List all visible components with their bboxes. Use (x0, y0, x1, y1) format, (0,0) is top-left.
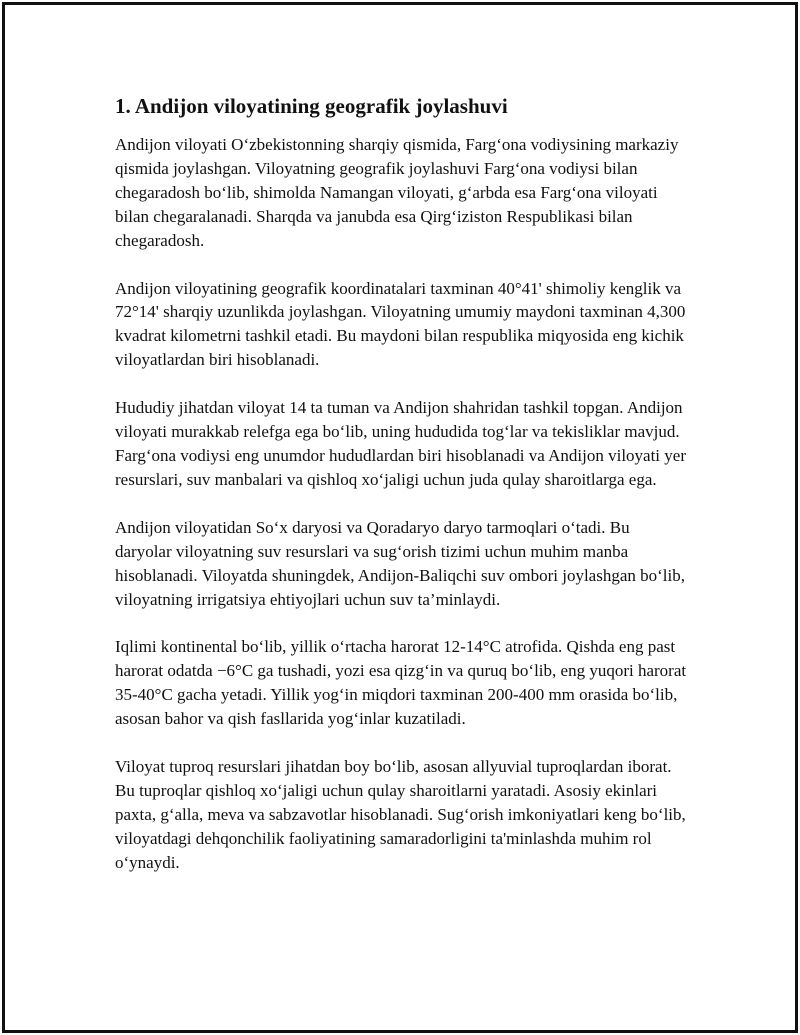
paragraph-location: Andijon viloyati O‘zbekistonning sharqiy qismida, Farg‘ona vodiysining markaziy qismida joylashgan. Viloyatning geografik joylashuvi Farg‘ona vodiysi bilan chegaradosh bo‘lib, shimolda Namangan viloyati, g‘arbda esa Farg‘ona viloyati bilan chegaralanadi. Sharqda va janubda esa Qirg‘iziston Respublikasi bilan chegaradosh. (115, 135, 679, 250)
paragraph-administration: Hududiy jihatdan viloyat 14 ta tuman va Andijon shahridan tashkil topgan. Andijon viloyati murakkab relefga ega bo‘lib, uning hududida tog‘lar va tekisliklar mavjud. Farg‘ona vodiysi eng unumdor hududlardan biri hisoblanadi va Andijon viloyati yer resurslari, suv manbalari va qishloq xo‘jaligi uchun juda qulay sharoitlarga ega. (115, 398, 686, 489)
document-body (115, 92, 690, 899)
paragraph-coordinates: Andijon viloyatining geografik koordinatalari taxminan 40°41' shimoliy kenglik va 72°14' sharqiy uzunlikda joylashgan. Viloyatning umumiy maydoni taxminan 4,300 kvadrat kilometrni tashkil etadi. Bu maydoni bilan respublika miqyosida eng kichik viloyatlardan biri hisoblanadi. (115, 278, 686, 370)
paragraph-rivers: Andijon viloyatidan So‘x daryosi va Qoradaryo daryo tarmoqlari o‘tadi. Bu daryolar viloyatning suv resurslari va sug‘orish tizimi uchun muhim manba hisoblanadi. Viloyatda shuningdek, Andijon-Baliqchi suv ombori joylashgan bo‘lib, viloyatning irrigatsiya ehtiyojlari uchun suv ta’minlaydi. (115, 517, 685, 609)
paragraph-soil: Viloyat tuproq resurslari jihatdan boy bo‘lib, asosan allyuvial tuproqlardan iborat. Bu tuproqlar qishloq xo‘jaligi uchun qulay sharoitlarni yaratadi. Asosiy ekinlari paxta, g‘alla, meva va sabzavotlar hisoblanadi. Sug‘orish imkoniyatlari keng bo‘lib, viloyatdagi dehqonchilik faoliyatining samaradorligini ta'minlashda muhim rol o‘ynaydi. (115, 757, 686, 872)
section-heading: 1. Andijon viloyatining geografik joylashuvi (115, 94, 508, 118)
paragraph-climate: Iqlimi kontinental bo‘lib, yillik o‘rtacha harorat 12-14°C atrofida. Qishda eng past harorat odatda −6°C ga tushadi, yozi esa qizg‘in va quruq bo‘lib, eng yuqori harorat 35-40°C gacha yetadi. Yillik yog‘in miqdori taxminan 200-400 mm orasida bo‘lib, asosan bahor va qish fasllarida yog‘inlar kuzatiladi. (115, 637, 687, 729)
